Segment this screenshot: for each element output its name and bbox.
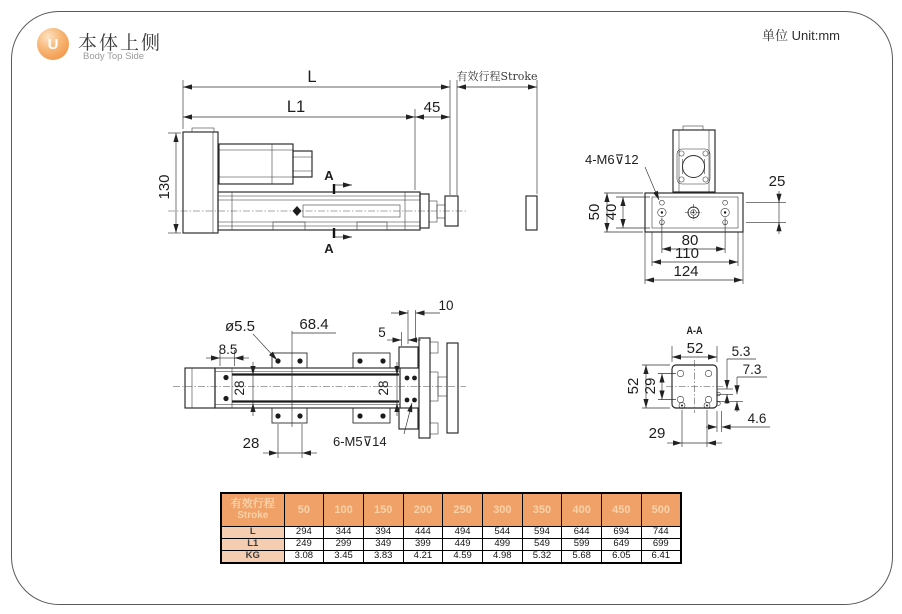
section-a-bottom-label: A bbox=[324, 241, 334, 256]
dim-28-bottom-label: 28 bbox=[242, 435, 260, 452]
bottom-view-drawing bbox=[173, 298, 466, 458]
unit-label: 单位 Unit:mm bbox=[762, 28, 841, 43]
dim-7-3-label: 7.3 bbox=[742, 362, 762, 377]
dim-80-label: 80 bbox=[681, 232, 699, 249]
table-col-300: 300 bbox=[482, 493, 522, 527]
cell-L-350: 594 bbox=[522, 527, 562, 539]
cell-L-400: 644 bbox=[562, 527, 602, 539]
dim-28-left-label: 28 bbox=[232, 380, 247, 396]
cell-L1-150: 349 bbox=[363, 538, 403, 550]
cell-L1-50: 249 bbox=[284, 538, 324, 550]
dim-68-4-label: 68.4 bbox=[299, 316, 329, 333]
section-view-drawing bbox=[625, 325, 770, 447]
cell-L-450: 694 bbox=[602, 527, 642, 539]
dim-dia-5-5-label: ø5.5 bbox=[224, 318, 256, 335]
dim-124-label: 124 bbox=[673, 263, 699, 280]
table-col-150: 150 bbox=[363, 493, 403, 527]
table-col-100: 100 bbox=[324, 493, 364, 527]
dim-L-label: L bbox=[307, 68, 317, 86]
cell-L1-200: 399 bbox=[403, 538, 443, 550]
cell-KG-450: 6.05 bbox=[602, 550, 642, 562]
cell-L-50: 294 bbox=[284, 527, 324, 539]
logo-letter: U bbox=[47, 35, 59, 53]
page-subtitle: Body Top Side bbox=[83, 51, 145, 62]
dim-10-label: 10 bbox=[438, 298, 454, 313]
table-header-row bbox=[221, 493, 681, 527]
cell-KG-50: 3.08 bbox=[284, 550, 324, 562]
table-col-250: 250 bbox=[443, 493, 483, 527]
dim-52-left-label: 52 bbox=[625, 377, 642, 395]
cell-KG-300: 4.98 bbox=[482, 550, 522, 562]
page-title: 本体上侧 bbox=[78, 33, 163, 54]
dim-5-label: 5 bbox=[378, 325, 386, 340]
end-view-drawing bbox=[585, 126, 786, 284]
table-col-400: 400 bbox=[562, 493, 602, 527]
cell-L-200: 444 bbox=[403, 527, 443, 539]
cell-L1-500: 699 bbox=[641, 538, 681, 550]
table-row-KG bbox=[221, 550, 681, 562]
row-label-L1: L1 bbox=[221, 538, 284, 550]
cell-L-500: 744 bbox=[641, 527, 681, 539]
dim-110-label: 110 bbox=[675, 245, 699, 262]
table-col-350: 350 bbox=[522, 493, 562, 527]
table-col-50: 50 bbox=[284, 493, 324, 527]
dim-52-top-label: 52 bbox=[686, 340, 704, 357]
dim-8-5-label: 8.5 bbox=[218, 342, 238, 357]
dim-stroke-label: 有效行程Stroke bbox=[456, 70, 538, 83]
thread-m5-label: 6-M5⊽14 bbox=[333, 434, 387, 449]
cell-L1-300: 499 bbox=[482, 538, 522, 550]
cell-KG-150: 3.83 bbox=[363, 550, 403, 562]
table-col-200: 200 bbox=[403, 493, 443, 527]
cell-L-250: 494 bbox=[443, 527, 483, 539]
cell-KG-250: 4.59 bbox=[443, 550, 483, 562]
cell-KG-500: 6.41 bbox=[641, 550, 681, 562]
dim-29-left-label: 29 bbox=[642, 377, 659, 395]
dim-40-label: 40 bbox=[603, 203, 620, 221]
section-aa-label: A-A bbox=[686, 325, 703, 337]
table-row-L1 bbox=[221, 538, 681, 550]
dim-5-3-label: 5.3 bbox=[731, 344, 751, 359]
cell-L1-350: 549 bbox=[522, 538, 562, 550]
dim-L1-label: L1 bbox=[286, 98, 306, 116]
dim-25-label: 25 bbox=[768, 173, 786, 190]
cell-L1-450: 649 bbox=[602, 538, 642, 550]
stroke-table bbox=[220, 492, 682, 564]
cell-L-100: 344 bbox=[324, 527, 364, 539]
top-view-drawing bbox=[156, 68, 538, 256]
cell-L-300: 544 bbox=[482, 527, 522, 539]
table-header-zh: 有效行程 bbox=[230, 498, 275, 511]
dim-29-bottom-label: 29 bbox=[648, 425, 666, 442]
cell-KG-200: 4.21 bbox=[403, 550, 443, 562]
cell-KG-100: 3.45 bbox=[324, 550, 364, 562]
dim-4-6-label: 4.6 bbox=[747, 411, 767, 426]
cell-L1-100: 299 bbox=[324, 538, 364, 550]
section-a-top-label: A bbox=[324, 168, 334, 183]
dim-50-label: 50 bbox=[586, 203, 603, 221]
table-col-500: 500 bbox=[641, 493, 681, 527]
cell-KG-400: 5.68 bbox=[562, 550, 602, 562]
row-label-L: L bbox=[221, 527, 284, 539]
table-header-en: Stroke bbox=[237, 510, 269, 522]
dim-28-right-label: 28 bbox=[376, 380, 391, 396]
dim-45-label: 45 bbox=[423, 99, 441, 116]
table-col-450: 450 bbox=[602, 493, 642, 527]
table-row-L bbox=[221, 527, 681, 539]
row-label-KG: KG bbox=[221, 550, 284, 562]
cell-L-150: 394 bbox=[363, 527, 403, 539]
cell-L1-400: 599 bbox=[562, 538, 602, 550]
cell-L1-250: 449 bbox=[443, 538, 483, 550]
table-header-stroke bbox=[221, 493, 284, 527]
cell-KG-350: 5.32 bbox=[522, 550, 562, 562]
thread-m6-label: 4-M6⊽12 bbox=[585, 152, 639, 167]
dim-130-label: 130 bbox=[156, 174, 173, 200]
